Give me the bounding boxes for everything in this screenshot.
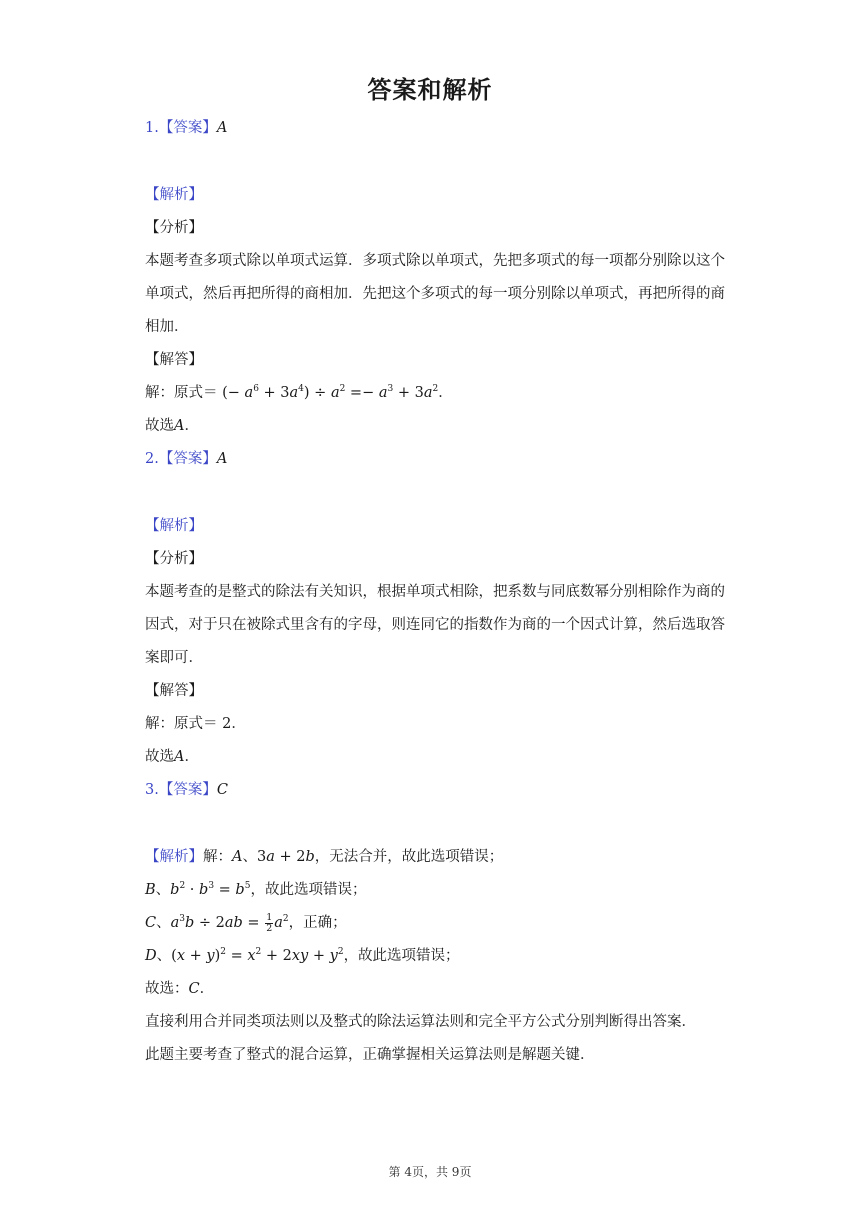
q3-line-d: D、$(x + y)^2 = x^2 + 2xy + y^2$，故此选项错误；	[145, 947, 460, 964]
q1-solution: 解：原式＝ (− $a^6 + 3a^4) \div a^2 =- a^3 + 3a^2$．	[145, 384, 453, 401]
q1-answer	[145, 112, 735, 145]
q3-line-b: B、$b^2 \cdot b^3 = b^5$，故此选项错误；	[145, 881, 367, 898]
q3-explain-2: 此题主要考查了整式的混合运算，正确掌握相关运算法则是解题关键．	[145, 1047, 595, 1063]
q1-fenxi-text: 本题考查多项式除以单项式运算．多项式除以单项式，先把多项式的每一项都分别除以这个单项式，然后再把所得的商相加．先把这个多项式的每一项分别除以单项式，再把所得的商相加．	[145, 253, 725, 335]
q3-line-a: 【解析】解：A、3a + 2b，无法合并，故此选项错误；	[145, 849, 504, 865]
fraction-one-half: $\frac{1}{2}$	[266, 911, 273, 934]
q3-explain-1: 直接利用合并同类项法则以及整式的除法运算法则和完全平方公式分别判断得出答案．	[145, 1014, 696, 1030]
content-body	[145, 112, 735, 1072]
q2-fenxi-label: 【分析】	[145, 551, 203, 567]
q1-answer-label: 1.【答案】	[145, 120, 217, 136]
page-footer: 第 4页，共 9页	[388, 1165, 472, 1179]
q3-conclusion: 故选：C．	[145, 981, 215, 997]
q2-answer-value: A	[216, 451, 228, 467]
q2-analysis-label: 【解析】	[145, 518, 203, 534]
q1-jieda-label: 【解答】	[145, 352, 203, 368]
q2-answer-label: 2.【答案】	[145, 451, 217, 467]
q3-line-c: C、$a^3b \div 2ab$ = $\frac{1}{2}$ $a^2$，正确；	[145, 911, 347, 934]
q1-solution-prefix: 解：原式	[145, 385, 203, 401]
q2-solution: 解：原式＝ 2．	[145, 716, 246, 732]
page-title: 答案和解析	[367, 76, 493, 104]
q3-answer-value: C	[216, 782, 228, 798]
q3-answer	[145, 774, 735, 807]
q2-conclusion: 故选A．	[145, 749, 199, 765]
q2-jieda-label: 【解答】	[145, 683, 203, 699]
q1-analysis-label: 【解析】	[145, 187, 203, 203]
q1-fenxi-label: 【分析】	[145, 220, 203, 236]
q1-conclusion: 故选A．	[145, 418, 199, 434]
q2-answer	[145, 443, 735, 476]
q2-fenxi-text: 本题考查的是整式的除法有关知识，根据单项式相除，把系数与同底数幂分别相除作为商的因式，对于只在被除式里含有的字母，则连同它的指数作为商的一个因式计算，然后选取答案即可．	[145, 584, 725, 666]
q1-answer-value: A	[216, 120, 228, 136]
q3-analysis-label: 【解析】	[145, 849, 203, 865]
q3-answer-label: 3.【答案】	[145, 782, 217, 798]
